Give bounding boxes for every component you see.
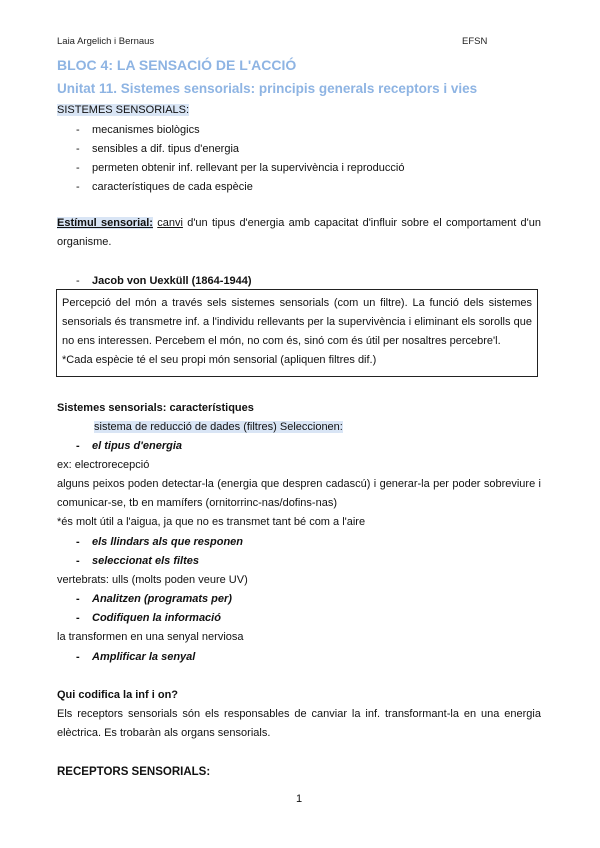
characteristics-intro: sistema de reducció de dades (filtres) Seleccionen: bbox=[94, 421, 343, 433]
quote-line: *Cada espècie té el seu propi món sensorial (apliquen filtres dif.) bbox=[62, 354, 377, 366]
list-item: - Codifiquen la informació bbox=[76, 612, 221, 624]
paragraph-line: alguns peixos poden detectar-la (energia que despren cadascú) i generar-la per poder sobreviure i bbox=[57, 478, 541, 490]
uexkull-bullet: - Jacob von Uexküll (1864-1944) bbox=[76, 275, 252, 287]
header-author: Laia Argelich i Bernaus bbox=[57, 36, 155, 47]
quote-line: no ens interessen. Percebem el món, no com és, sinó com és útil per nosaltres percebre'l. bbox=[62, 335, 501, 347]
page-number: 1 bbox=[296, 793, 303, 805]
header-course: EFSN bbox=[462, 36, 488, 47]
quote-line: sensorials és transmetre inf. a l'individu rellevants per la supervivència i eliminant els sorolls que bbox=[62, 316, 532, 328]
who-codes-question: Qui codifica la inf i on? bbox=[57, 689, 179, 701]
transform-line: la transformen en una senyal nerviosa bbox=[57, 631, 244, 643]
vertebrates-line: vertebrats: ulls (molts poden veure UV) bbox=[57, 574, 248, 586]
stimulus-underlined: canvi bbox=[157, 217, 183, 229]
stimulus-line2: organisme. bbox=[57, 236, 112, 248]
list-item: - sensibles a dif. tipus d'energia bbox=[76, 143, 240, 155]
list-item: - seleccionat els filtes bbox=[76, 555, 199, 567]
list-item: - Analitzen (programats per) bbox=[76, 593, 232, 605]
unit-title: Unitat 11. Sistemes sensorials: principis generals receptors i vies bbox=[57, 81, 478, 96]
section-heading: SISTEMES SENSORIALS: bbox=[57, 104, 190, 116]
list-item: - característiques de cada espècie bbox=[76, 181, 253, 193]
paragraph-line: Els receptors sensorials són els responsables de canviar la inf. transformant-la en una energia bbox=[57, 708, 541, 720]
list-item: - permeten obtenir inf. rellevant per la supervivència i reproducció bbox=[76, 162, 405, 174]
note-line: *és molt útil a l'aigua, ja que no es transmet tant bé com a l'aire bbox=[57, 516, 366, 528]
list-item: - el tipus d'energia bbox=[76, 440, 183, 452]
bloc-title: BLOC 4: LA SENSACIÓ DE L'ACCIÓ bbox=[57, 57, 297, 73]
stimulus-term: Estímul sensorial: bbox=[57, 217, 153, 229]
stimulus-definition: Estímul sensorial: canvi d'un tipus d'energia amb capacitat d'influir sobre el comportament d'un bbox=[57, 217, 542, 229]
quote-line: Percepció del món a través sels sistemes sensorials (com un filtre). La funció dels sistemes bbox=[62, 297, 532, 309]
paragraph-line: elèctrica. Es trobaràn als organs sensorials. bbox=[57, 727, 271, 739]
list-item: - mecanismes biològics bbox=[76, 124, 200, 136]
receptors-heading: RECEPTORS SENSORIALS: bbox=[57, 766, 211, 778]
list-item: - Amplificar la senyal bbox=[76, 651, 196, 663]
list-item: - els llindars als que responen bbox=[76, 536, 243, 548]
example-line: ex: electrorecepció bbox=[57, 459, 150, 471]
uexkull-quote-box bbox=[56, 289, 538, 377]
characteristics-heading: Sistemes sensorials: característiques bbox=[57, 402, 254, 414]
paragraph-line: comunicar-se, tb en mamífers (ornitorrinc-nas/dofins-nas) bbox=[57, 497, 337, 509]
